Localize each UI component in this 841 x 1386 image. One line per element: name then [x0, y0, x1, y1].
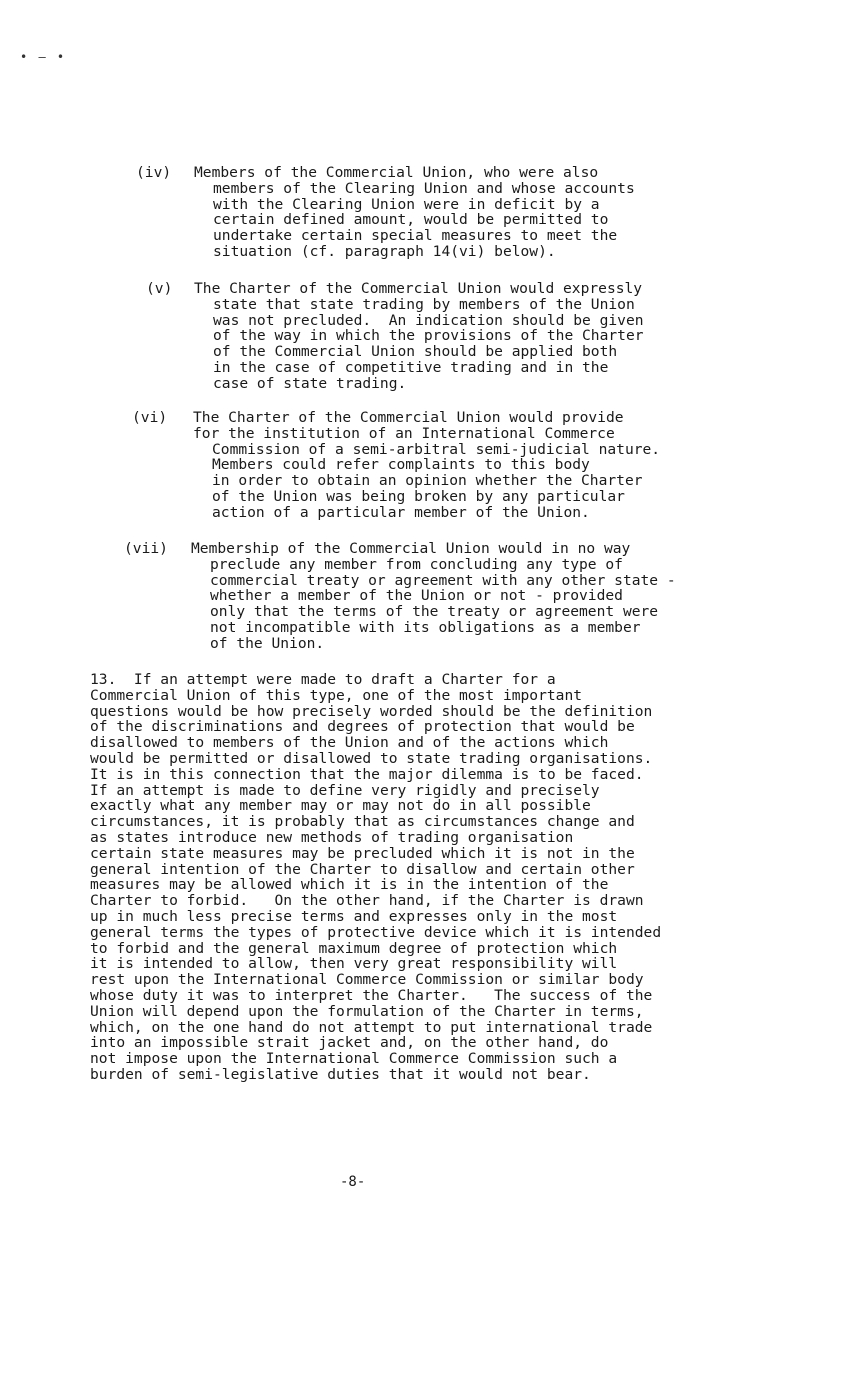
- clause-line: The Charter of the Commercial Union would provide: [193, 409, 624, 426]
- paragraph-line: disallowed to members of the Union and of the actions which: [90, 734, 609, 752]
- header-mark: • — •: [20, 50, 67, 64]
- paragraph-line: not impose upon the International Commerce Commission such a: [90, 1050, 618, 1068]
- paragraph-13: [90, 672, 661, 1083]
- clause-line: Membership of the Commercial Union would in no way: [191, 540, 631, 557]
- paragraph-line: burden of semi-legislative duties that it would not bear.: [90, 1065, 591, 1083]
- clause-line: case of state trading.: [213, 374, 407, 392]
- paragraph-line: 13. If an attempt were made to draft a Charter for a: [90, 671, 556, 688]
- clause-line: in order to obtain an opinion whether the Charter: [212, 472, 643, 490]
- clause-line: situation (cf. paragraph 14(vi) below).: [213, 242, 556, 260]
- paragraph-line: Commercial Union of this type, one of the most important: [90, 686, 583, 704]
- clause-line: The Charter of the Commercial Union would expressly: [194, 280, 643, 297]
- paragraph-line: Union will depend upon the formulation of the Charter in terms,: [90, 1002, 644, 1020]
- paragraph-line: as states introduce new methods of trading organisation: [90, 828, 574, 846]
- clause-number: (v): [146, 280, 173, 297]
- paragraph-line: up in much less precise terms and expresses only in the most: [90, 907, 618, 925]
- paragraph-line: rest upon the International Commerce Commission or similar body: [90, 971, 644, 989]
- clause-line: with the Clearing Union were in deficit by a: [213, 195, 600, 213]
- clause-line: of the way in which the provisions of the Charter: [213, 327, 644, 345]
- clause-number: (vii): [124, 540, 168, 557]
- clause-iv: [136, 165, 635, 260]
- paragraph-line: It is in this connection that the major dilemma is to be faced.: [90, 765, 644, 783]
- clause-vi: [132, 410, 660, 521]
- paragraph-line: Charter to forbid. On the other hand, if the Charter is drawn: [90, 892, 644, 910]
- clause-line: commercial treaty or agreement with any other state -: [210, 571, 676, 589]
- clause-line: Commission of a semi-arbitral semi-judicial nature.: [212, 440, 661, 458]
- clause-line: for the institution of an International Commerce: [193, 424, 615, 442]
- clause-line: undertake certain special measures to meet the: [213, 227, 618, 245]
- paragraph-line: it is intended to allow, then very great responsibility will: [90, 955, 618, 973]
- paragraph-line: circumstances, it is probably that as circumstances change and: [90, 813, 635, 831]
- clause-line: of the Union was being broken by any particular: [212, 487, 625, 505]
- clause-line: Members of the Commercial Union, who were also: [194, 164, 599, 181]
- paragraph-line: would be permitted or disallowed to state trading organisations.: [90, 749, 653, 767]
- paragraph-line: general terms the types of protective device which it is intended: [90, 923, 662, 941]
- clause-line: state that state trading by members of the Union: [213, 295, 635, 313]
- clause-line: whether a member of the Union or not - provided: [210, 587, 623, 605]
- paragraph-line: general intention of the Charter to disallow and certain other: [90, 860, 635, 878]
- clause-line: not incompatible with its obligations as a member: [210, 618, 641, 636]
- clause-line: Members could refer complaints to this body: [212, 456, 590, 474]
- paragraph-line: If an attempt is made to define very rigidly and precisely: [90, 781, 600, 799]
- paragraph-line: questions would be how precisely worded should be the definition: [90, 702, 653, 720]
- paragraph-line: of the discriminations and degrees of protection that would be: [90, 718, 635, 736]
- clause-line: members of the Clearing Union and whose accounts: [213, 179, 635, 197]
- clause-line: in the case of competitive trading and in the: [213, 358, 609, 376]
- paragraph-line: whose duty it was to interpret the Charter. The success of the: [90, 986, 653, 1004]
- clause-line: only that the terms of the treaty or agreement were: [210, 603, 659, 621]
- paragraph-line: measures may be allowed which it is in the intention of the: [90, 876, 609, 894]
- clause-vii: [124, 541, 676, 652]
- clause-line: was not precluded. An indication should be given: [213, 311, 644, 329]
- clause-line: certain defined amount, would be permitted to: [213, 211, 609, 229]
- clause-v: [146, 281, 644, 392]
- clause-number: (vi): [132, 409, 168, 426]
- paragraph-line: which, on the one hand do not attempt to put international trade: [90, 1018, 653, 1036]
- clause-line: preclude any member from concluding any type of: [210, 555, 623, 573]
- paragraph-line: exactly what any member may or may not do in all possible: [90, 797, 591, 815]
- paragraph-line: into an impossible strait jacket and, on the other hand, do: [90, 1034, 609, 1052]
- clause-line: of the Union.: [210, 634, 325, 652]
- clause-line: of the Commercial Union should be applied both: [213, 343, 618, 361]
- clause-number: (iv): [136, 164, 172, 181]
- paragraph-line: to forbid and the general maximum degree of protection which: [90, 939, 618, 957]
- clause-line: action of a particular member of the Union.: [212, 503, 590, 521]
- page-number: -8-: [340, 1174, 366, 1190]
- paragraph-line: certain state measures may be precluded which it is not in the: [90, 844, 635, 862]
